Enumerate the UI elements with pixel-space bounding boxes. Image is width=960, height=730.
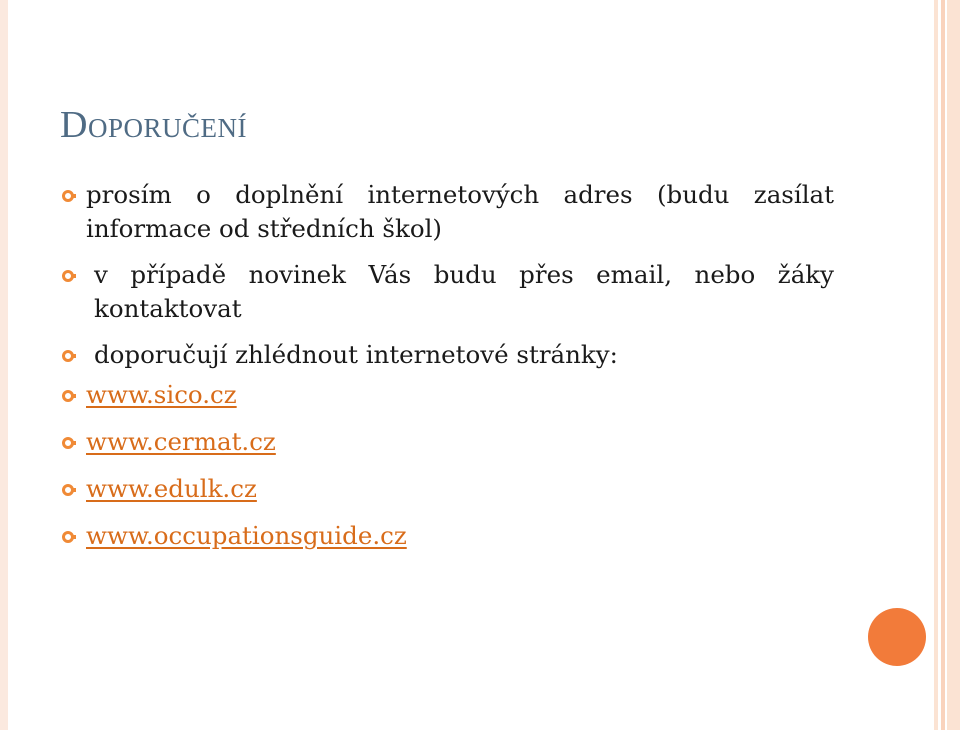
circle-bullet-icon <box>62 350 74 362</box>
list-item <box>62 338 834 372</box>
circle-bullet-icon <box>62 390 74 402</box>
list-item-text: doporučují zhlédnout internetové stránky: <box>94 340 618 369</box>
left-border <box>0 0 8 730</box>
decorative-circle <box>868 608 926 666</box>
circle-bullet-icon <box>62 437 74 449</box>
circle-bullet-icon <box>62 484 74 496</box>
bullet-list <box>62 178 834 553</box>
list-item-link <box>62 519 834 553</box>
page-title: Doporučení <box>60 104 247 146</box>
link-occupationsguide[interactable]: www.occupationsguide.cz <box>86 521 407 550</box>
list-item-text: v případě novinek Vás budu přes email, nebo žáky kontaktovat <box>94 260 834 323</box>
link-cermat[interactable]: www.cermat.cz <box>86 427 276 456</box>
link-edulk[interactable]: www.edulk.cz <box>86 474 257 503</box>
slide-content <box>62 178 834 566</box>
circle-bullet-icon <box>62 270 74 282</box>
list-item-link <box>62 378 834 412</box>
list-item-link <box>62 425 834 459</box>
right-border-stripes <box>932 0 960 730</box>
link-sico[interactable]: www.sico.cz <box>86 380 237 409</box>
list-item-text: prosím o doplnění internetových adres (budu zasílat informace od středních škol) <box>86 180 834 243</box>
list-item-link <box>62 472 834 506</box>
circle-bullet-icon <box>62 190 74 202</box>
list-item <box>62 258 834 326</box>
list-item <box>62 178 834 246</box>
circle-bullet-icon <box>62 531 74 543</box>
